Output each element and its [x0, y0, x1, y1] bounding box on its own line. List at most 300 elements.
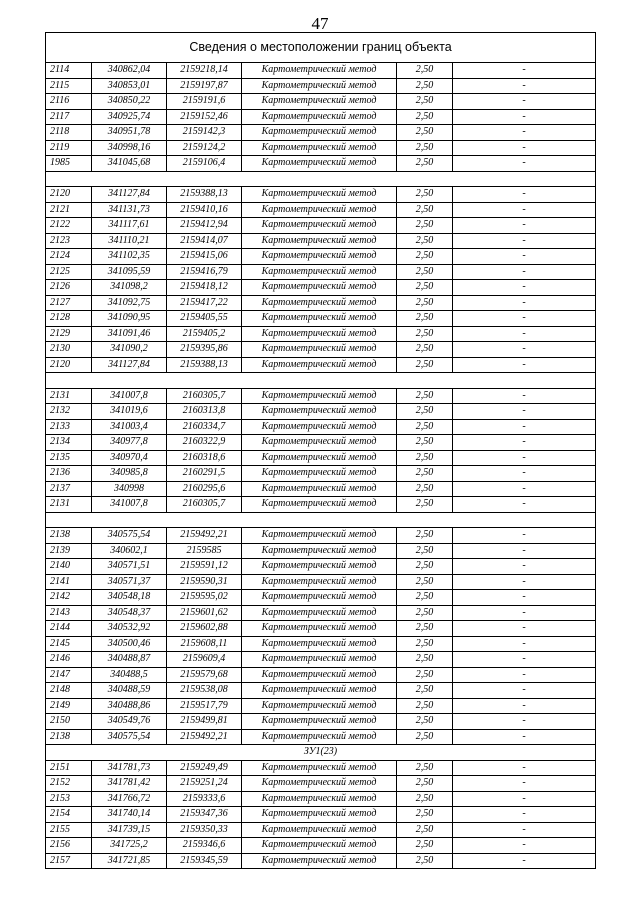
- table-row: [46, 574, 596, 590]
- coord-x-cell: 340575,54: [92, 528, 167, 544]
- coord-y-cell: 2160305,7: [167, 388, 242, 404]
- coord-y-cell: 2159405,55: [167, 311, 242, 327]
- coord-y-cell: 2159609,4: [167, 652, 242, 668]
- table-row: [46, 667, 596, 683]
- table-row: [46, 698, 596, 714]
- point-number-cell: 2140: [46, 559, 92, 575]
- method-cell: Картометрический метод: [242, 714, 397, 730]
- method-cell: Картометрический метод: [242, 435, 397, 451]
- method-cell: Картометрический метод: [242, 528, 397, 544]
- coord-x-cell: 340548,37: [92, 605, 167, 621]
- point-number-cell: 2127: [46, 295, 92, 311]
- coord-y-cell: 2159350,33: [167, 822, 242, 838]
- accuracy-cell: 2,50: [397, 590, 453, 606]
- accuracy-cell: 2,50: [397, 466, 453, 482]
- accuracy-cell: 2,50: [397, 605, 453, 621]
- method-cell: Картометрический метод: [242, 791, 397, 807]
- point-number-cell: 2157: [46, 853, 92, 869]
- coord-x-cell: 341766,72: [92, 791, 167, 807]
- method-cell: Картометрический метод: [242, 202, 397, 218]
- table-row: [46, 590, 596, 606]
- method-cell: Картометрический метод: [242, 94, 397, 110]
- accuracy-cell: 2,50: [397, 357, 453, 373]
- table-row: [46, 140, 596, 156]
- method-cell: Картометрический метод: [242, 590, 397, 606]
- description-cell: -: [453, 714, 596, 730]
- description-cell: -: [453, 853, 596, 869]
- table-row: [46, 94, 596, 110]
- method-cell: Картометрический метод: [242, 683, 397, 699]
- coord-x-cell: 340998: [92, 481, 167, 497]
- coord-x-cell: 341003,4: [92, 419, 167, 435]
- table-row: [46, 404, 596, 420]
- description-cell: -: [453, 311, 596, 327]
- table-row: [46, 776, 596, 792]
- description-cell: -: [453, 125, 596, 141]
- method-cell: Картометрический метод: [242, 63, 397, 79]
- group-label: ЗУ1(23): [46, 745, 596, 761]
- description-cell: -: [453, 822, 596, 838]
- table-row: [46, 466, 596, 482]
- description-cell: -: [453, 590, 596, 606]
- coord-x-cell: 340488,5: [92, 667, 167, 683]
- table-row: [46, 342, 596, 358]
- method-cell: Картометрический метод: [242, 853, 397, 869]
- method-cell: Картометрический метод: [242, 621, 397, 637]
- coord-x-cell: 341098,2: [92, 280, 167, 296]
- coord-y-cell: 2159152,46: [167, 109, 242, 125]
- coord-x-cell: 340488,59: [92, 683, 167, 699]
- accuracy-cell: 2,50: [397, 853, 453, 869]
- description-cell: -: [453, 621, 596, 637]
- method-cell: Картометрический метод: [242, 295, 397, 311]
- point-number-cell: 2154: [46, 807, 92, 823]
- coord-y-cell: 2159388,13: [167, 187, 242, 203]
- description-cell: -: [453, 249, 596, 265]
- method-cell: Картометрический метод: [242, 357, 397, 373]
- coord-y-cell: 2159517,79: [167, 698, 242, 714]
- table-row: [46, 729, 596, 745]
- table-row: [46, 760, 596, 776]
- accuracy-cell: 2,50: [397, 140, 453, 156]
- table-row: [46, 63, 596, 79]
- table-row: [46, 202, 596, 218]
- table-row: [46, 249, 596, 265]
- coord-y-cell: 2159106,4: [167, 156, 242, 172]
- table-row: [46, 838, 596, 854]
- coord-x-cell: 340575,54: [92, 729, 167, 745]
- accuracy-cell: 2,50: [397, 621, 453, 637]
- coord-y-cell: 2159412,94: [167, 218, 242, 234]
- coord-y-cell: 2159191,6: [167, 94, 242, 110]
- description-cell: -: [453, 404, 596, 420]
- method-cell: Картометрический метод: [242, 280, 397, 296]
- table-row: [46, 419, 596, 435]
- table-row: [46, 78, 596, 94]
- point-number-cell: 2131: [46, 388, 92, 404]
- description-cell: -: [453, 63, 596, 79]
- group-separator-row: [46, 373, 596, 389]
- coord-y-cell: 2159538,08: [167, 683, 242, 699]
- table-row: [46, 388, 596, 404]
- coord-x-cell: 341739,15: [92, 822, 167, 838]
- coord-y-cell: 2159579,68: [167, 667, 242, 683]
- table-row: [46, 450, 596, 466]
- coord-y-cell: 2159417,22: [167, 295, 242, 311]
- page-number: 47: [311, 14, 329, 33]
- table-row: [46, 280, 596, 296]
- point-number-cell: 2120: [46, 357, 92, 373]
- point-number-cell: 2124: [46, 249, 92, 265]
- accuracy-cell: 2,50: [397, 326, 453, 342]
- description-cell: -: [453, 760, 596, 776]
- table-row: [46, 621, 596, 637]
- point-number-cell: 2121: [46, 202, 92, 218]
- method-cell: Картометрический метод: [242, 497, 397, 513]
- point-number-cell: 2114: [46, 63, 92, 79]
- table-row: [46, 357, 596, 373]
- coord-y-cell: 2159218,14: [167, 63, 242, 79]
- accuracy-cell: 2,50: [397, 187, 453, 203]
- description-cell: -: [453, 559, 596, 575]
- description-cell: -: [453, 388, 596, 404]
- method-cell: Картометрический метод: [242, 481, 397, 497]
- coord-x-cell: 341019,6: [92, 404, 167, 420]
- coord-y-cell: 2160305,7: [167, 497, 242, 513]
- description-cell: -: [453, 295, 596, 311]
- point-number-cell: 2147: [46, 667, 92, 683]
- point-number-cell: 2118: [46, 125, 92, 141]
- coord-y-cell: 2159142,3: [167, 125, 242, 141]
- description-cell: -: [453, 218, 596, 234]
- coord-y-cell: 2159418,12: [167, 280, 242, 296]
- description-cell: -: [453, 543, 596, 559]
- point-number-cell: 2155: [46, 822, 92, 838]
- accuracy-cell: 2,50: [397, 218, 453, 234]
- coord-y-cell: 2159602,88: [167, 621, 242, 637]
- point-number-cell: 2128: [46, 311, 92, 327]
- description-cell: -: [453, 280, 596, 296]
- coord-y-cell: 2159595,02: [167, 590, 242, 606]
- coord-x-cell: 341045,68: [92, 156, 167, 172]
- point-number-cell: 2123: [46, 233, 92, 249]
- description-cell: -: [453, 466, 596, 482]
- coord-y-cell: 2159591,12: [167, 559, 242, 575]
- coord-x-cell: 340977,8: [92, 435, 167, 451]
- description-cell: -: [453, 109, 596, 125]
- description-cell: -: [453, 528, 596, 544]
- point-number-cell: 2134: [46, 435, 92, 451]
- coord-y-cell: 2159124,2: [167, 140, 242, 156]
- point-number-cell: 2125: [46, 264, 92, 280]
- description-cell: -: [453, 326, 596, 342]
- accuracy-cell: 2,50: [397, 559, 453, 575]
- table-row: [46, 605, 596, 621]
- method-cell: Картометрический метод: [242, 729, 397, 745]
- coord-x-cell: 340925,74: [92, 109, 167, 125]
- group-label: [46, 512, 596, 528]
- description-cell: -: [453, 574, 596, 590]
- method-cell: Картометрический метод: [242, 342, 397, 358]
- coord-x-cell: 340571,51: [92, 559, 167, 575]
- description-cell: -: [453, 776, 596, 792]
- table-row: [46, 156, 596, 172]
- point-number-cell: 2143: [46, 605, 92, 621]
- point-number-cell: 2135: [46, 450, 92, 466]
- table-row: [46, 683, 596, 699]
- description-cell: -: [453, 729, 596, 745]
- description-cell: -: [453, 156, 596, 172]
- point-number-cell: 2150: [46, 714, 92, 730]
- coord-x-cell: 341740,14: [92, 807, 167, 823]
- accuracy-cell: 2,50: [397, 435, 453, 451]
- coord-x-cell: 340862,04: [92, 63, 167, 79]
- description-cell: -: [453, 450, 596, 466]
- method-cell: Картометрический метод: [242, 249, 397, 265]
- point-number-cell: 2139: [46, 543, 92, 559]
- accuracy-cell: 2,50: [397, 528, 453, 544]
- coord-y-cell: 2160334,7: [167, 419, 242, 435]
- method-cell: Картометрический метод: [242, 667, 397, 683]
- method-cell: Картометрический метод: [242, 156, 397, 172]
- accuracy-cell: 2,50: [397, 652, 453, 668]
- method-cell: Картометрический метод: [242, 605, 397, 621]
- description-cell: -: [453, 140, 596, 156]
- accuracy-cell: 2,50: [397, 419, 453, 435]
- coord-x-cell: 340488,87: [92, 652, 167, 668]
- point-number-cell: 2153: [46, 791, 92, 807]
- point-number-cell: 2115: [46, 78, 92, 94]
- description-cell: -: [453, 652, 596, 668]
- method-cell: Картометрический метод: [242, 125, 397, 141]
- method-cell: Картометрический метод: [242, 78, 397, 94]
- description-cell: -: [453, 605, 596, 621]
- coord-x-cell: 341117,61: [92, 218, 167, 234]
- description-cell: -: [453, 187, 596, 203]
- method-cell: Картометрический метод: [242, 311, 397, 327]
- accuracy-cell: 2,50: [397, 729, 453, 745]
- coord-y-cell: 2159608,11: [167, 636, 242, 652]
- method-cell: Картометрический метод: [242, 559, 397, 575]
- coord-x-cell: 341127,84: [92, 187, 167, 203]
- point-number-cell: 2149: [46, 698, 92, 714]
- point-number-cell: 2126: [46, 280, 92, 296]
- table-title: Сведения о местоположении границ объекта: [46, 33, 596, 63]
- coord-x-cell: 341127,84: [92, 357, 167, 373]
- table-row: [46, 187, 596, 203]
- accuracy-cell: 2,50: [397, 94, 453, 110]
- group-label: [46, 373, 596, 389]
- coord-y-cell: 2159499,81: [167, 714, 242, 730]
- coord-y-cell: 2159601,62: [167, 605, 242, 621]
- accuracy-cell: 2,50: [397, 280, 453, 296]
- method-cell: Картометрический метод: [242, 698, 397, 714]
- coord-x-cell: 340998,16: [92, 140, 167, 156]
- coord-y-cell: 2159345,59: [167, 853, 242, 869]
- coord-y-cell: 2159585: [167, 543, 242, 559]
- coord-x-cell: 340488,86: [92, 698, 167, 714]
- coord-x-cell: 340850,22: [92, 94, 167, 110]
- description-cell: -: [453, 698, 596, 714]
- description-cell: -: [453, 342, 596, 358]
- accuracy-cell: 2,50: [397, 791, 453, 807]
- point-number-cell: 2145: [46, 636, 92, 652]
- point-number-cell: 2141: [46, 574, 92, 590]
- table-row: [46, 218, 596, 234]
- description-cell: -: [453, 94, 596, 110]
- description-cell: -: [453, 202, 596, 218]
- accuracy-cell: 2,50: [397, 698, 453, 714]
- coord-x-cell: 341090,2: [92, 342, 167, 358]
- accuracy-cell: 2,50: [397, 156, 453, 172]
- accuracy-cell: 2,50: [397, 264, 453, 280]
- coord-x-cell: 340500,46: [92, 636, 167, 652]
- coord-y-cell: 2159405,2: [167, 326, 242, 342]
- table-row: [46, 559, 596, 575]
- accuracy-cell: 2,50: [397, 202, 453, 218]
- table-row: [46, 636, 596, 652]
- coord-x-cell: 340951,78: [92, 125, 167, 141]
- coord-y-cell: 2159416,79: [167, 264, 242, 280]
- accuracy-cell: 2,50: [397, 78, 453, 94]
- coord-x-cell: 341102,35: [92, 249, 167, 265]
- coord-x-cell: 341110,21: [92, 233, 167, 249]
- accuracy-cell: 2,50: [397, 481, 453, 497]
- point-number-cell: 2132: [46, 404, 92, 420]
- accuracy-cell: 2,50: [397, 497, 453, 513]
- point-number-cell: 2137: [46, 481, 92, 497]
- description-cell: -: [453, 78, 596, 94]
- coord-y-cell: 2159197,87: [167, 78, 242, 94]
- table-row: [46, 481, 596, 497]
- table-row: [46, 326, 596, 342]
- accuracy-cell: 2,50: [397, 667, 453, 683]
- table-row: [46, 295, 596, 311]
- coord-x-cell: 341725,2: [92, 838, 167, 854]
- coord-y-cell: 2159410,16: [167, 202, 242, 218]
- description-cell: -: [453, 481, 596, 497]
- coord-y-cell: 2160295,6: [167, 481, 242, 497]
- coord-x-cell: 340602,1: [92, 543, 167, 559]
- method-cell: Картометрический метод: [242, 233, 397, 249]
- coord-y-cell: 2159395,86: [167, 342, 242, 358]
- accuracy-cell: 2,50: [397, 807, 453, 823]
- description-cell: -: [453, 264, 596, 280]
- point-number-cell: 2148: [46, 683, 92, 699]
- group-label: [46, 171, 596, 187]
- method-cell: Картометрический метод: [242, 218, 397, 234]
- description-cell: -: [453, 435, 596, 451]
- table-row: [46, 264, 596, 280]
- coord-x-cell: 340548,18: [92, 590, 167, 606]
- method-cell: Картометрический метод: [242, 388, 397, 404]
- coord-y-cell: 2160313,8: [167, 404, 242, 420]
- point-number-cell: 2152: [46, 776, 92, 792]
- method-cell: Картометрический метод: [242, 636, 397, 652]
- method-cell: Картометрический метод: [242, 838, 397, 854]
- method-cell: Картометрический метод: [242, 419, 397, 435]
- point-number-cell: 2136: [46, 466, 92, 482]
- point-number-cell: 2122: [46, 218, 92, 234]
- table-row: [46, 435, 596, 451]
- table-row: [46, 528, 596, 544]
- method-cell: Картометрический метод: [242, 140, 397, 156]
- point-number-cell: 2151: [46, 760, 92, 776]
- description-cell: -: [453, 791, 596, 807]
- table-row: [46, 791, 596, 807]
- point-number-cell: 2138: [46, 528, 92, 544]
- accuracy-cell: 2,50: [397, 714, 453, 730]
- group-separator-row: [46, 171, 596, 187]
- description-cell: -: [453, 667, 596, 683]
- method-cell: Картометрический метод: [242, 404, 397, 420]
- coord-x-cell: 341721,85: [92, 853, 167, 869]
- accuracy-cell: 2,50: [397, 683, 453, 699]
- coord-y-cell: 2159347,36: [167, 807, 242, 823]
- point-number-cell: 2129: [46, 326, 92, 342]
- description-cell: -: [453, 683, 596, 699]
- method-cell: Картометрический метод: [242, 109, 397, 125]
- group-separator-row: [46, 512, 596, 528]
- table-row: [46, 125, 596, 141]
- accuracy-cell: 2,50: [397, 543, 453, 559]
- method-cell: Картометрический метод: [242, 574, 397, 590]
- table-row: [46, 497, 596, 513]
- point-number-cell: 2142: [46, 590, 92, 606]
- method-cell: Картометрический метод: [242, 326, 397, 342]
- coord-y-cell: 2159249,49: [167, 760, 242, 776]
- coord-y-cell: 2159414,07: [167, 233, 242, 249]
- coord-y-cell: 2160318,6: [167, 450, 242, 466]
- point-number-cell: 2146: [46, 652, 92, 668]
- coord-x-cell: 341007,8: [92, 497, 167, 513]
- description-cell: -: [453, 357, 596, 373]
- group-separator-row: [46, 745, 596, 761]
- method-cell: Картометрический метод: [242, 264, 397, 280]
- coord-y-cell: 2159492,21: [167, 729, 242, 745]
- method-cell: Картометрический метод: [242, 466, 397, 482]
- coord-x-cell: 341781,73: [92, 760, 167, 776]
- accuracy-cell: 2,50: [397, 574, 453, 590]
- description-cell: -: [453, 838, 596, 854]
- coord-x-cell: 341091,46: [92, 326, 167, 342]
- coord-x-cell: 340532,92: [92, 621, 167, 637]
- coord-y-cell: 2159388,13: [167, 357, 242, 373]
- table-row: [46, 233, 596, 249]
- point-number-cell: 1985: [46, 156, 92, 172]
- point-number-cell: 2138: [46, 729, 92, 745]
- table-row: [46, 543, 596, 559]
- accuracy-cell: 2,50: [397, 125, 453, 141]
- description-cell: -: [453, 497, 596, 513]
- method-cell: Картометрический метод: [242, 543, 397, 559]
- accuracy-cell: 2,50: [397, 838, 453, 854]
- point-number-cell: 2116: [46, 94, 92, 110]
- accuracy-cell: 2,50: [397, 249, 453, 265]
- coord-x-cell: 340571,37: [92, 574, 167, 590]
- coord-y-cell: 2160322,9: [167, 435, 242, 451]
- description-cell: -: [453, 233, 596, 249]
- accuracy-cell: 2,50: [397, 636, 453, 652]
- coord-x-cell: 341090,95: [92, 311, 167, 327]
- coord-y-cell: 2159492,21: [167, 528, 242, 544]
- table-row: [46, 652, 596, 668]
- table-row: [46, 807, 596, 823]
- accuracy-cell: 2,50: [397, 233, 453, 249]
- method-cell: Картометрический метод: [242, 822, 397, 838]
- accuracy-cell: 2,50: [397, 388, 453, 404]
- description-cell: -: [453, 807, 596, 823]
